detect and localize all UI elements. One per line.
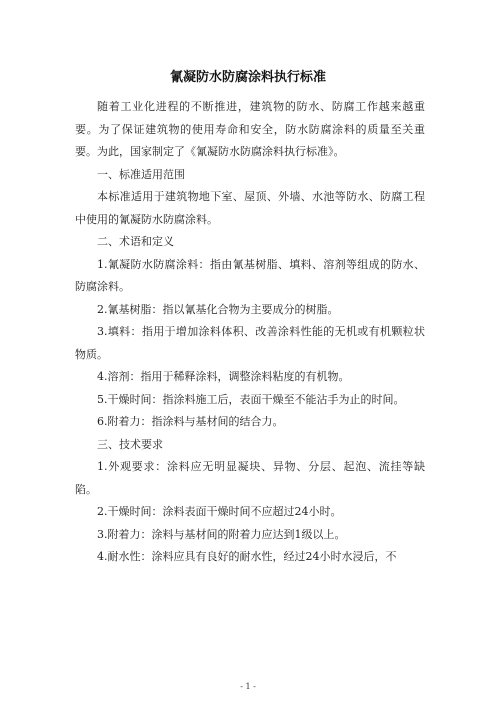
paragraph: 本标准适用于建筑物地下室、屋顶、外墙、水池等防水、防腐工程中使用的氰凝防水防腐涂料。	[75, 190, 425, 226]
section-heading-3: 三、技术要求	[97, 437, 163, 451]
requirement-item: 2.干燥时间：涂料表面干燥时间不应超过24小时。	[97, 505, 342, 518]
definition-item: 3.填料：指用于增加涂料体积、改善涂料性能的无机或有机颗粒状物质。	[75, 325, 425, 361]
section-heading-2: 二、术语和定义	[97, 235, 174, 248]
definition-item: 2.氰基树脂：指以氰基化合物为主要成分的树脂。	[97, 302, 339, 316]
document-title: 氰凝防水防腐涂料执行标准	[169, 70, 326, 85]
requirement-item: 3.附着力：涂料与基材间的附着力应达到1级以上。	[97, 527, 346, 541]
definition-item: 1.氰凝防水防腐涂料：指由氰基树脂、填料、溶剂等组成的防水、防腐涂料。	[75, 257, 425, 293]
paragraph-intro: 随着工业化进程的不断推进，建筑物的防水、防腐工作越来越重要。为了保证建筑物的使用寿命和安全，防水防腐涂料的质量至关重要。为此，国家制定了《氰凝防水防腐涂料执行标准》。	[75, 100, 425, 158]
requirement-item: 4.耐水性：涂料应具有良好的耐水性，经过24小时水浸后，不	[97, 550, 397, 563]
requirement-item: 1.外观要求：涂料应无明显凝块、异物、分层、起泡、流挂等缺陷。	[75, 460, 425, 496]
document-body	[75, 96, 425, 569]
page-number: - 1 -	[240, 682, 256, 691]
definition-item: 5.干燥时间：指涂料施工后，表面干燥至不能沾手为止的时间。	[97, 392, 405, 406]
definition-item: 6.附着力：指涂料与基材间的结合力。	[97, 415, 284, 428]
definition-item: 4.溶剂：指用于稀释涂料，调整涂料粘度的有机物。	[97, 370, 350, 383]
section-heading-1: 一、标准适用范围	[97, 167, 185, 181]
